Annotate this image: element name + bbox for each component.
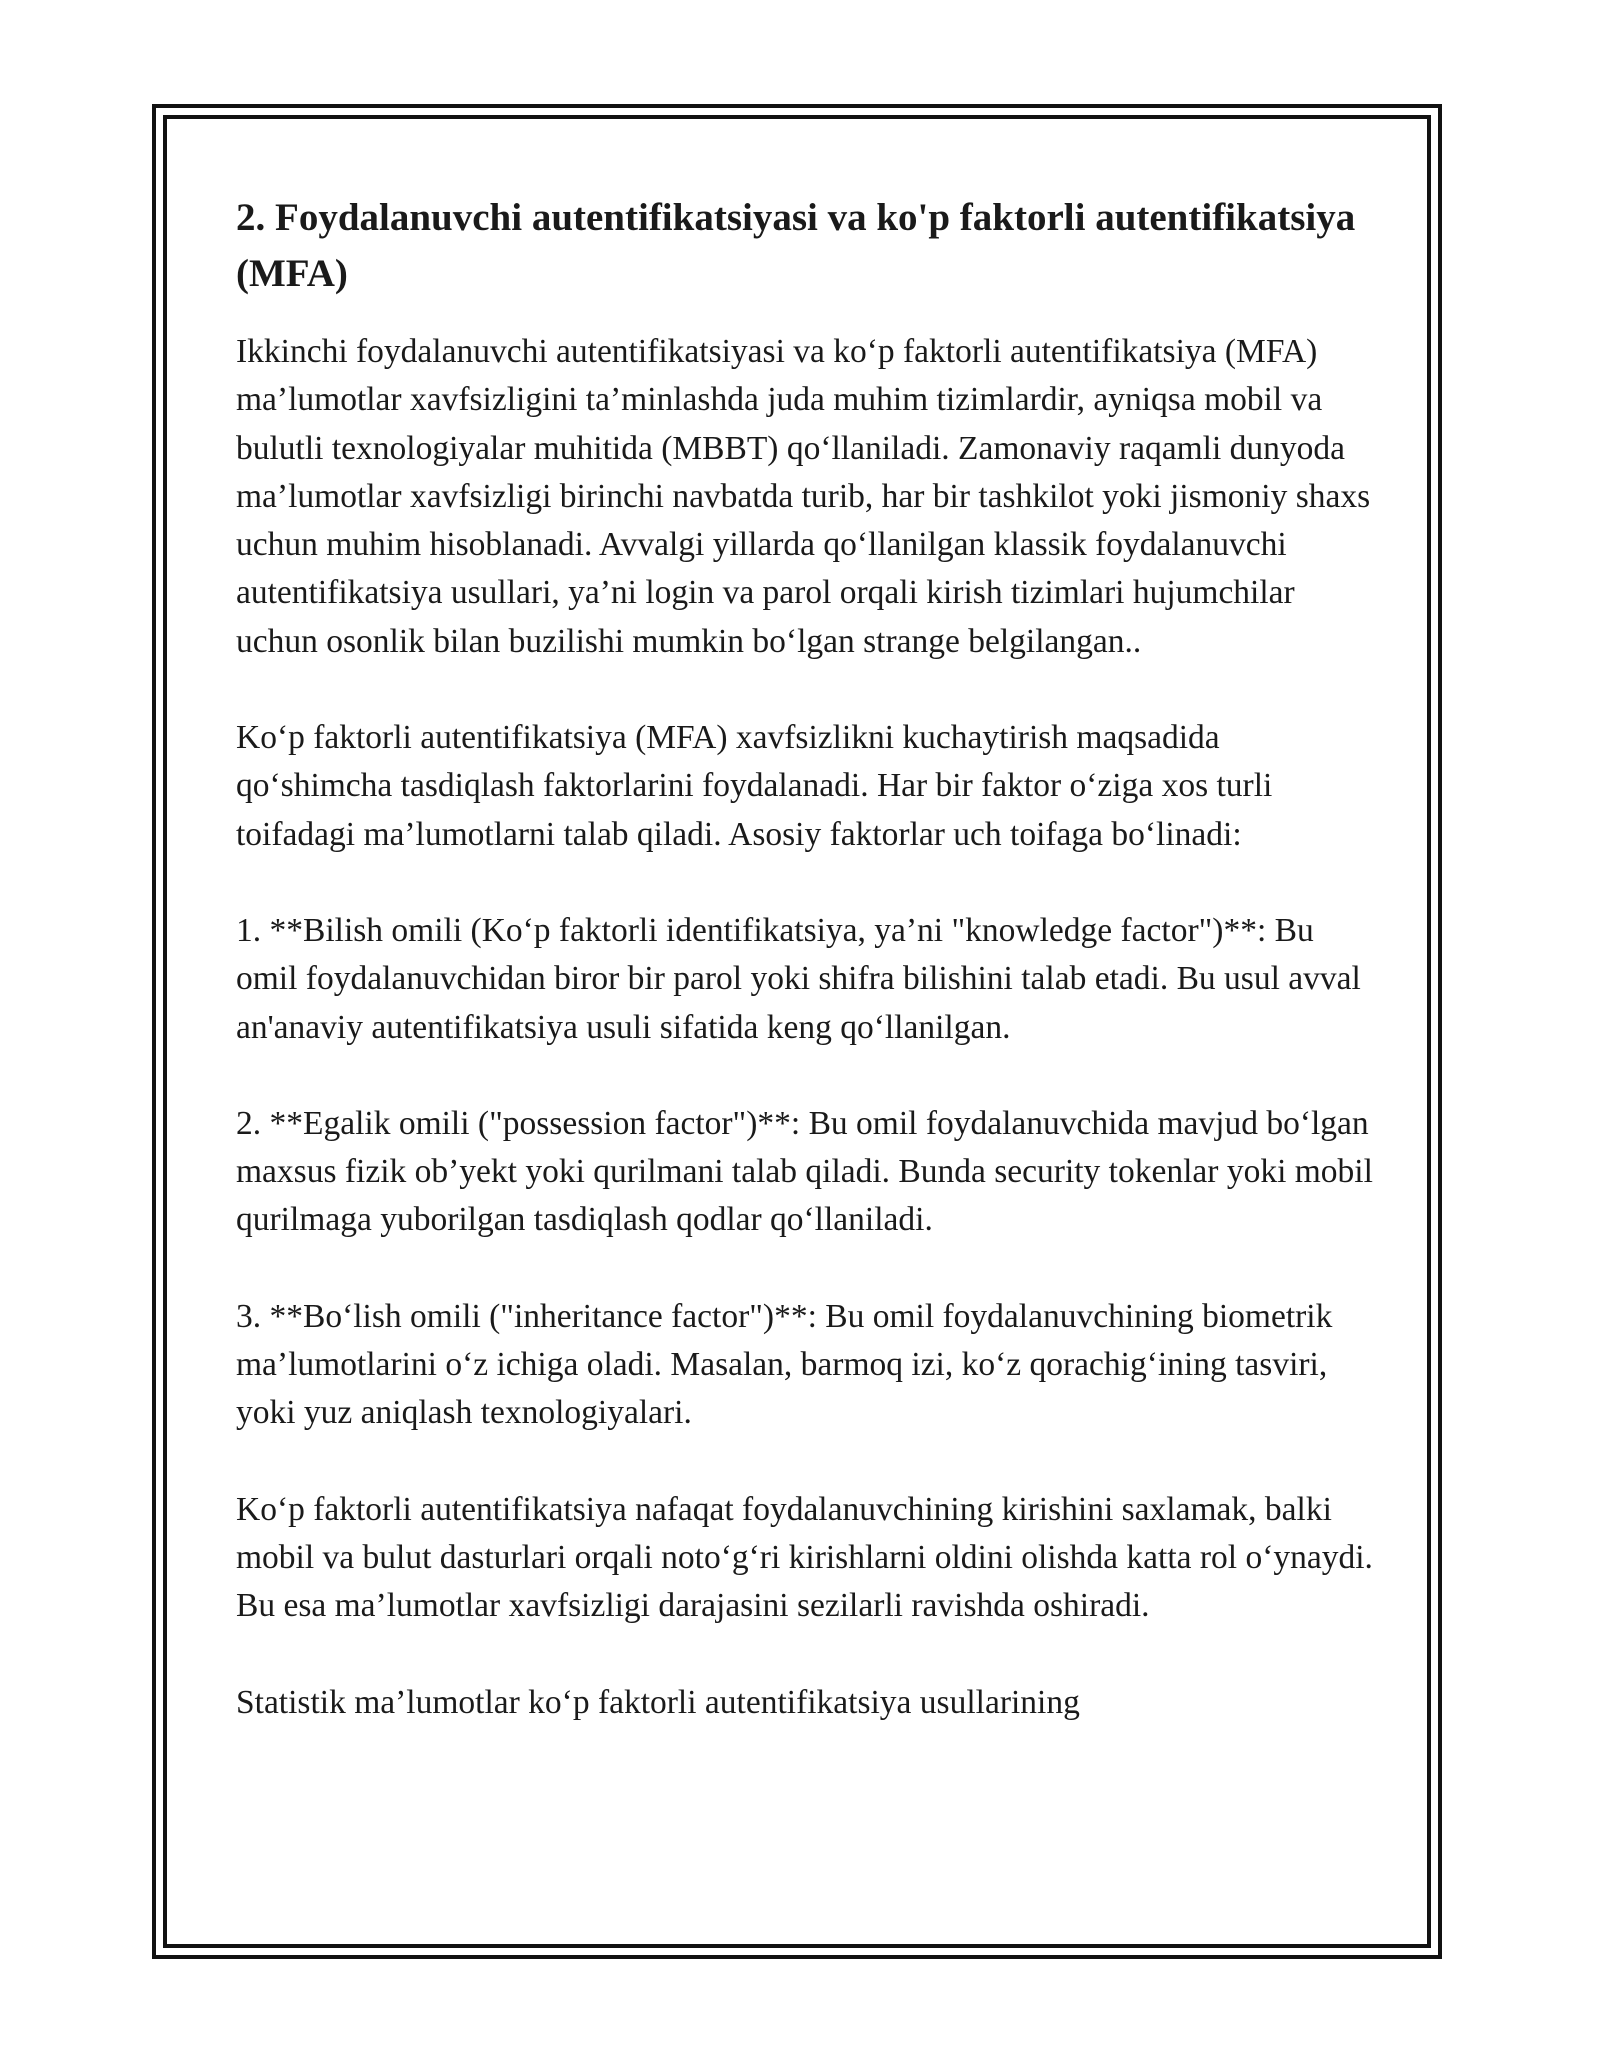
- paragraph-knowledge-factor: 1. **Bilish omili (Ko‘p faktorli identifikatsiya, ya’ni "knowledge factor")**: Bu omil foydalanuvchidan biror bir parol yoki shifra bilishini talab etadi. Bu usul avval an'anaviy autentifikatsiya usuli sifatida keng qo‘llanilgan.: [236, 911, 1361, 1046]
- paragraph-intro: Ikkinchi foydalanuvchi autentifikatsiyasi va ko‘p faktorli autentifikatsiya (MFA) ma’lumotlar xavfsizligini ta’minlashda juda muhim tizimlardir, ayniqsa mobil va bulutli texnologiyalar muhitida (MBBT) qo‘llaniladi. Zamonaviy raqamli dunyoda ma’lumotlar xavfsizligi birinchi navbatda turib, har bir tashkilot yoki jismoniy shaxs uchun muhim hisoblanadi. Avvalgi yillarda qo‘llanilgan klassik foydalanuvchi autentifikatsiya usullari, ya’ni login va parol orqali kirish tizimlari hujumchilar uchun osonlik bilan buzilishi mumkin bo‘lgan strange belgilangan..: [236, 333, 1371, 660]
- paragraph-inheritance-factor: 3. **Bo‘lish omili ("inheritance factor")**: Bu omil foydalanuvchining biometrik ma’lumotlarini o‘z ichiga oladi. Masalan, barmoq izi, ko‘z qorachig‘ining tasviri, yoki yuz aniqlash texnologiyalari.: [236, 1297, 1333, 1432]
- paragraph-possession-factor: 2. **Egalik omili ("possession factor")**: Bu omil foydalanuvchida mavjud bo‘lgan maxsus fizik ob’yekt yoki qurilmani talab qiladi. Bunda security tokenlar yoki mobil qurilmaga yuborilgan tasdiqlash qodlar qo‘llaniladi.: [236, 1104, 1373, 1239]
- section-heading: 2. Foydalanuvchi autentifikatsiyasi va ko'p faktorli autentifikatsiya (MFA): [236, 196, 1356, 295]
- document-body: [236, 190, 1376, 1775]
- paragraph-mfa-overview: Ko‘p faktorli autentifikatsiya (MFA) xavfsizlikni kuchaytirish maqsadida qo‘shimcha tasdiqlash faktorlarini foydalanadi. Har bir faktor o‘ziga xos turli toifadagi ma’lumotlarni talab qiladi. Asosiy faktorlar uch toifaga bo‘linadi:: [236, 719, 1273, 853]
- paragraph-statistics: Statistik ma’lumotlar ko‘p faktorli autentifikatsiya usullarining: [236, 1683, 1080, 1721]
- paragraph-mfa-benefits: Ko‘p faktorli autentifikatsiya nafaqat foydalanuvchining kirishini saxlamak, balki mobil va bulut dasturlari orqali noto‘g‘ri kirishlarni oldini olishda katta rol o‘ynaydi. Bu esa ma’lumotlar xavfsizligi darajasini sezilarli ravishda oshiradi.: [236, 1490, 1373, 1625]
